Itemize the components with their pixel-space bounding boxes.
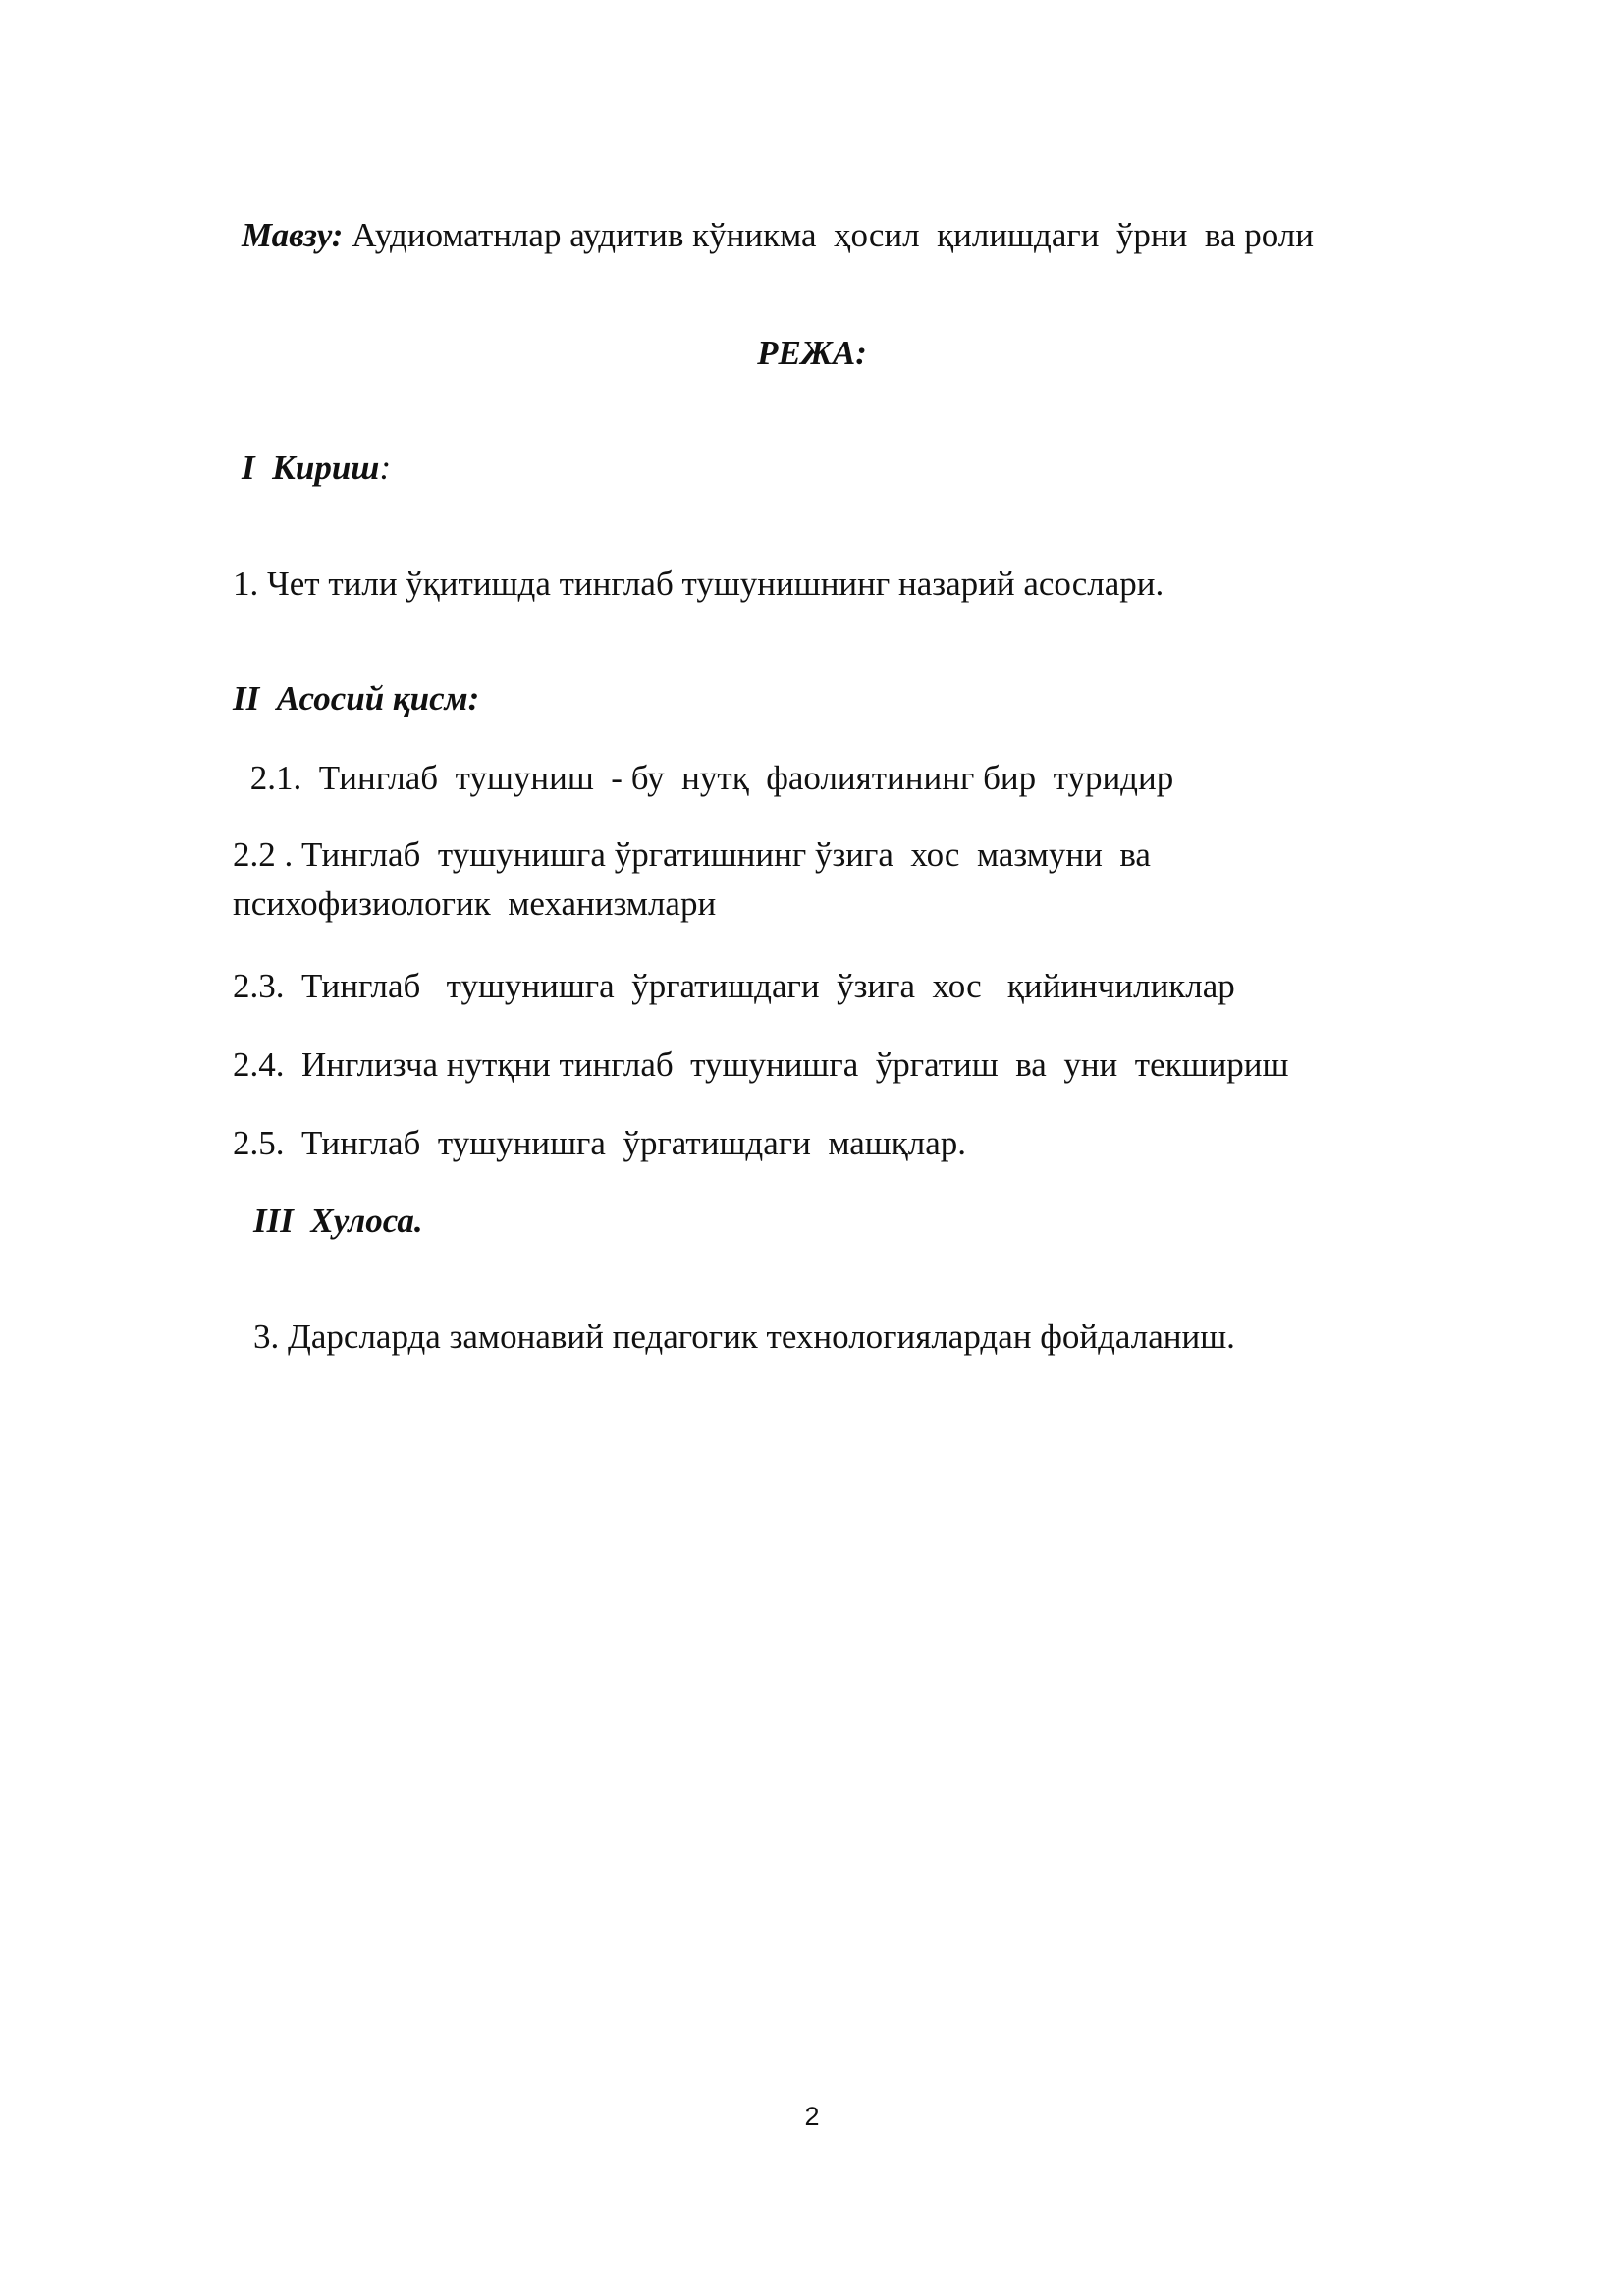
- main-part-heading: II Асосий қисм:: [233, 679, 480, 718]
- intro-heading-text: I Кириш: [242, 449, 380, 487]
- conclusion-item: 3. Дарсларда замонавий педагогик технологиялардан фойдаланиш.: [253, 1317, 1235, 1356]
- topic-label: Мавзу:: [242, 216, 344, 254]
- main-part-item-2-4: 2.4. Инглизча нутқни тинглаб тушунишга ўргатиш ва уни текшириш: [233, 1045, 1289, 1084]
- main-part-item-2-1: 2.1. Тинглаб тушуниш - бу нутқ фаолиятининг бир туридир: [242, 759, 1174, 797]
- intro-item: 1. Чет тили ўқитишда тинглаб тушунишнинг назарий асослари.: [233, 564, 1164, 603]
- topic-line: [242, 214, 1314, 257]
- main-part-item-2-3: 2.3. Тинглаб тушунишга ўргатишдаги ўзига хос қийинчиликлар: [233, 967, 1235, 1005]
- conclusion-heading: III Хулоса.: [253, 1201, 423, 1240]
- plan-title: РЕЖА:: [757, 334, 867, 372]
- intro-heading: [242, 447, 391, 490]
- main-part-item-2-2: 2.2 . Тинглаб тушунишга ўргатишнинг ўзига хос мазмуни ва: [233, 835, 1151, 874]
- intro-heading-colon: :: [379, 449, 392, 487]
- main-part-item-2-2-continuation: психофизиологик механизмлари: [233, 884, 717, 923]
- main-part-item-2-5: 2.5. Тинглаб тушунишга ўргатишдаги машқлар.: [233, 1124, 966, 1162]
- page-number: 2: [804, 2102, 820, 2131]
- topic-text: Аудиоматнлар аудитив кўникма ҳосил қилишдаги ўрни ва роли: [343, 216, 1314, 254]
